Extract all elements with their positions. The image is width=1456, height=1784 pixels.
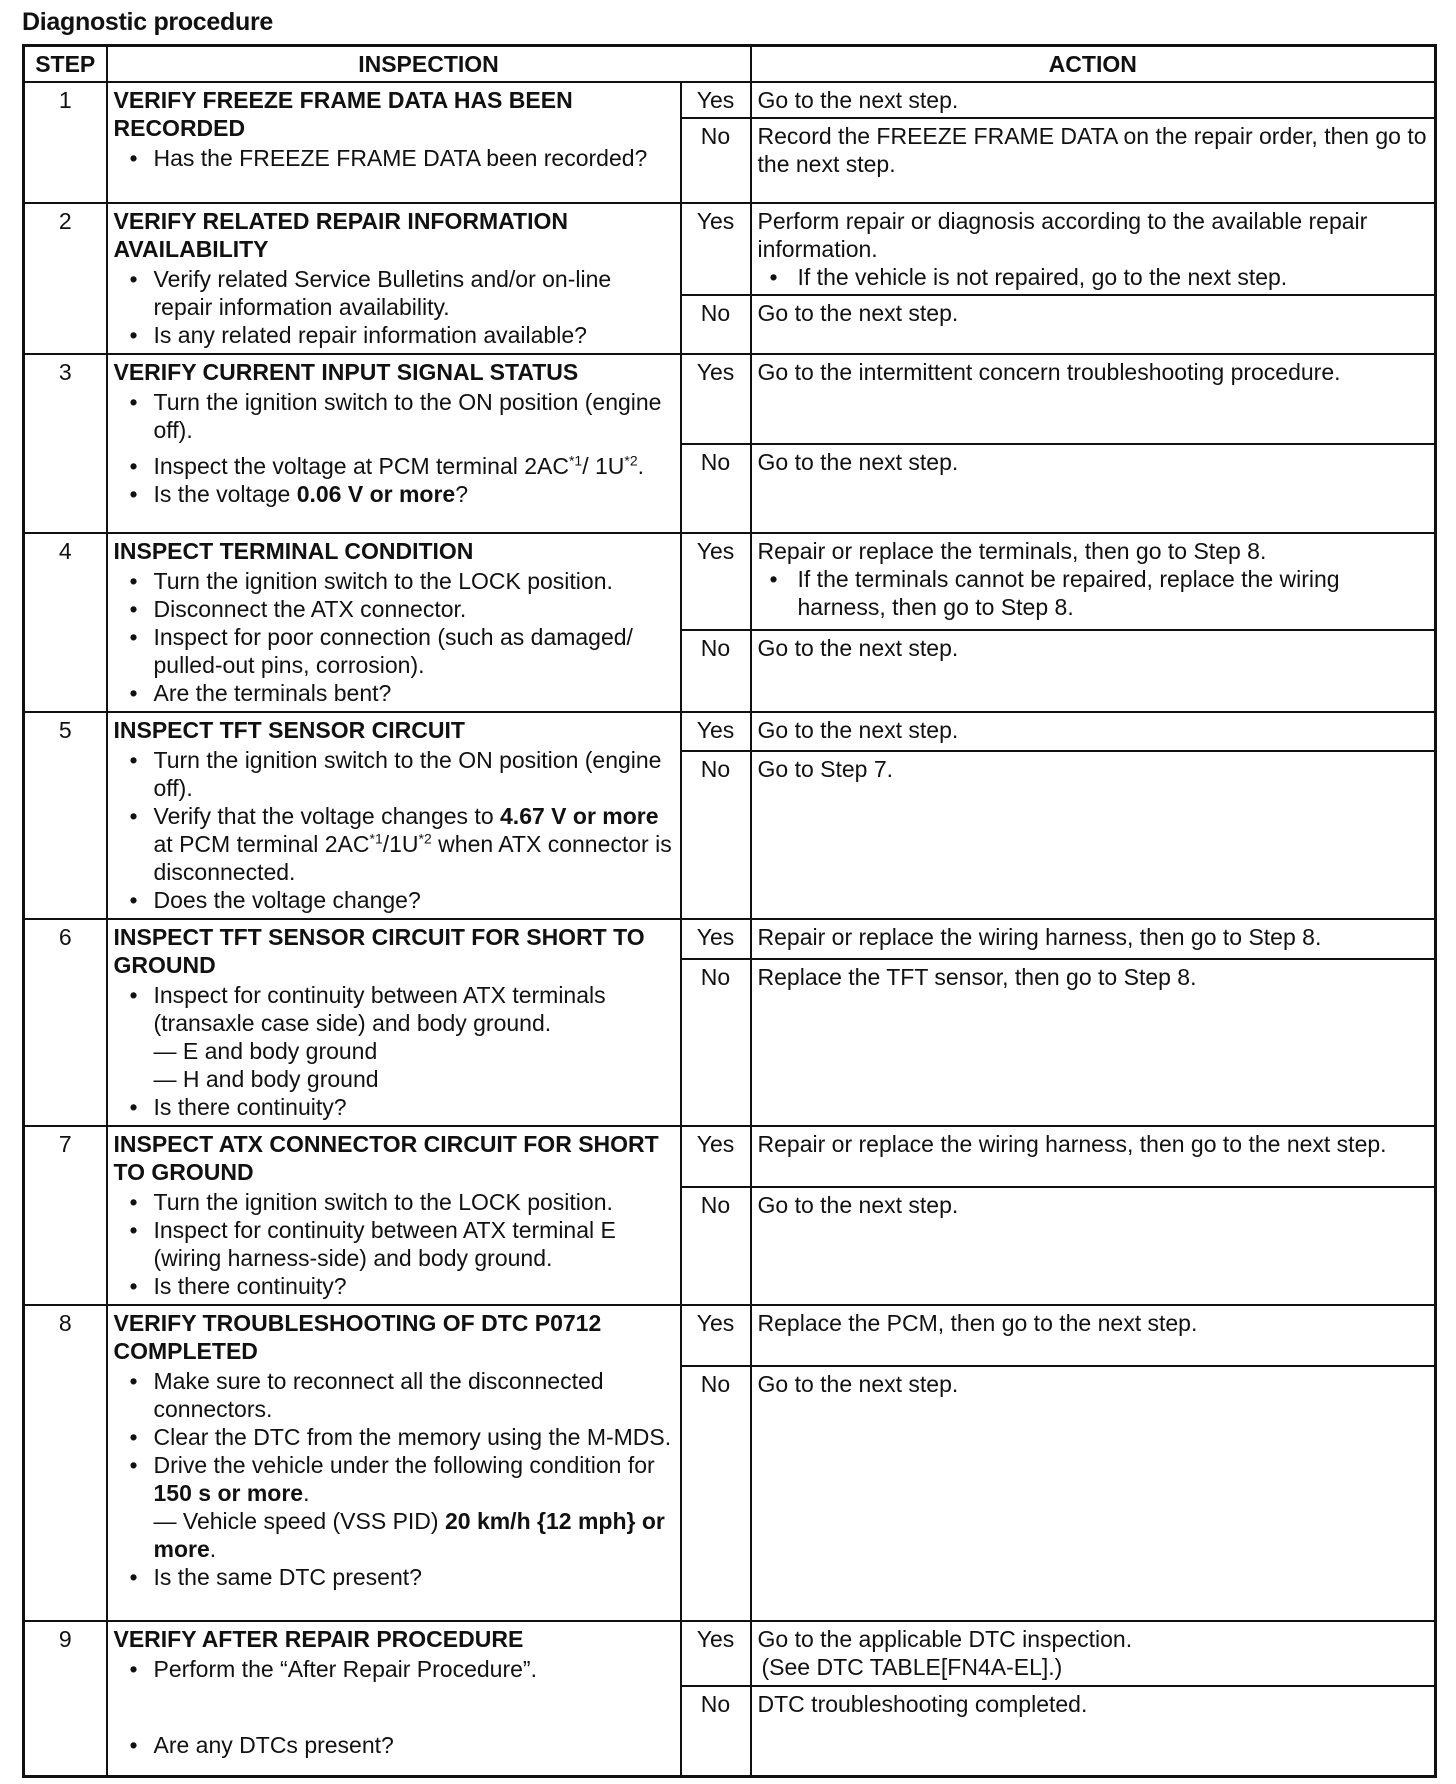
bullet-text: . (637, 452, 645, 479)
yes-action: Go to the next step. (751, 712, 1436, 751)
inspection-bullet: • Are the terminals bent? (114, 679, 674, 707)
yes-action: Go to the next step. (751, 82, 1436, 118)
yes-label: Yes (681, 354, 751, 445)
yes-action: Go to the intermittent concern troubleshooting procedure. (751, 354, 1436, 445)
step-1-yes-row (24, 82, 1436, 118)
inspection-bullet: • Disconnect the ATX connector. (114, 595, 674, 623)
inspection-bullet: • Turn the ignition switch to the ON position (engine off). (114, 388, 674, 444)
bullet-text: at PCM terminal 2AC (153, 830, 370, 857)
yes-action-text: Go to the applicable DTC inspection. (757, 1626, 1133, 1653)
step-heading: INSPECT TERMINAL CONDITION (113, 537, 474, 564)
yes-label: Yes (681, 82, 751, 118)
yes-action: Replace the PCM, then go to the next step. (751, 1305, 1436, 1365)
step-inspection (107, 82, 681, 203)
inspection-subitem: — E and body ground (153, 1038, 378, 1065)
inspection-bullet (114, 452, 674, 480)
inspection-bullet: • Are any DTCs present? (114, 1731, 674, 1759)
no-action: Go to the next step. (751, 295, 1436, 353)
inspection-bullet: • Is any related repair information available? (114, 321, 674, 349)
step-7-yes-row (24, 1126, 1436, 1186)
bullet-text: / 1U (582, 452, 625, 479)
step-heading: VERIFY CURRENT INPUT SIGNAL STATUS (113, 358, 579, 385)
step-number: 2 (24, 203, 107, 354)
bullet-emphasis: 20 km/h {12 mph} or more (153, 1508, 665, 1563)
yes-label: Yes (681, 1305, 751, 1365)
inspection-bullet (114, 981, 674, 1093)
no-label: No (681, 959, 751, 1126)
step-heading: INSPECT TFT SENSOR CIRCUIT FOR SHORT TO GROUND (113, 924, 645, 979)
inspection-subitem: — H and body ground (153, 1066, 379, 1093)
bullet-text: Verify that the voltage changes to (153, 802, 501, 829)
bullet-text: when ATX connector is disconnected. (153, 830, 672, 885)
step-heading: VERIFY TROUBLESHOOTING OF DTC P0712 COMPLETED (113, 1310, 602, 1365)
bullet-text: /1U (382, 830, 419, 857)
step-inspection (107, 1305, 681, 1621)
no-action: DTC troubleshooting completed. (751, 1686, 1436, 1777)
yes-label: Yes (681, 1621, 751, 1685)
footnote-mark: *1 (369, 830, 383, 847)
header-step: STEP (24, 46, 107, 83)
step-2-yes-row (24, 203, 1436, 296)
no-label: No (681, 1366, 751, 1622)
step-3-yes-row (24, 354, 1436, 445)
step-number: 8 (24, 1305, 107, 1621)
diagnostic-procedure-table (22, 44, 1437, 1778)
yes-action: Repair or replace the wiring harness, then go to Step 8. (751, 919, 1436, 959)
no-action: Record the FREEZE FRAME DATA on the repair order, then go to the next step. (751, 118, 1436, 203)
yes-action (751, 203, 1436, 296)
step-heading: VERIFY RELATED REPAIR INFORMATION AVAILABILITY (113, 207, 568, 262)
no-action: Go to the next step. (751, 444, 1436, 533)
inspection-bullet: • Inspect for continuity between ATX terminal E (wiring harness-side) and body ground. (114, 1216, 674, 1272)
step-inspection (107, 354, 681, 533)
yes-label: Yes (681, 1126, 751, 1186)
inspection-bullet (114, 802, 674, 886)
no-label: No (681, 751, 751, 919)
step-number: 4 (24, 533, 107, 712)
no-action: Go to the next step. (751, 630, 1436, 712)
step-inspection (107, 533, 681, 712)
step-inspection (107, 1126, 681, 1305)
inspection-bullet: • Turn the ignition switch to the ON position (engine off). (114, 746, 674, 802)
yes-label: Yes (681, 919, 751, 959)
header-row (24, 46, 1436, 83)
inspection-bullet (114, 480, 674, 508)
yes-action-reference: (See DTC TABLE[FN4A-EL].) (761, 1654, 1063, 1681)
bullet-emphasis: 4.67 V or more (500, 802, 659, 829)
step-heading: INSPECT TFT SENSOR CIRCUIT (113, 716, 465, 743)
no-action: Go to the next step. (751, 1187, 1436, 1306)
step-heading: VERIFY AFTER REPAIR PROCEDURE (113, 1626, 524, 1653)
step-inspection (107, 712, 681, 919)
step-heading: INSPECT ATX CONNECTOR CIRCUIT FOR SHORT TO GROUND (113, 1131, 659, 1186)
step-number: 1 (24, 82, 107, 203)
no-action: Go to the next step. (751, 1366, 1436, 1622)
inspection-bullet: • Has the FREEZE FRAME DATA been recorded? (114, 144, 674, 172)
no-label: No (681, 1187, 751, 1306)
step-8-yes-row (24, 1305, 1436, 1365)
inspection-bullet: • Make sure to reconnect all the disconnected connectors. (114, 1367, 674, 1423)
inspection-bullet: • Is there continuity? (114, 1093, 674, 1121)
bullet-text: — Vehicle speed (VSS PID) (153, 1508, 445, 1535)
no-label: No (681, 1686, 751, 1777)
yes-action (751, 1621, 1436, 1685)
step-heading: VERIFY FREEZE FRAME DATA HAS BEEN RECORDED (113, 87, 573, 141)
yes-action (751, 533, 1436, 630)
no-label: No (681, 630, 751, 712)
step-number: 9 (24, 1621, 107, 1776)
no-label: No (681, 444, 751, 533)
step-4-yes-row (24, 533, 1436, 630)
inspection-bullet: • Turn the ignition switch to the LOCK position. (114, 1188, 674, 1216)
bullet-text: ? (455, 480, 469, 507)
bullet-text: . (303, 1480, 310, 1507)
inspection-bullet: • Is the same DTC present? (114, 1563, 674, 1591)
step-inspection (107, 919, 681, 1126)
yes-action: Repair or replace the wiring harness, then go to the next step. (751, 1126, 1436, 1186)
bullet-text: Drive the vehicle under the following condition for (153, 1452, 655, 1479)
yes-label: Yes (681, 712, 751, 751)
no-label: No (681, 118, 751, 203)
yes-label: Yes (681, 533, 751, 630)
no-label: No (681, 295, 751, 353)
step-number: 6 (24, 919, 107, 1126)
yes-action-subbullet: • If the vehicle is not repaired, go to the next step. (758, 263, 1429, 291)
inspection-bullet: • Does the voltage change? (114, 886, 674, 914)
inspection-bullet: • Clear the DTC from the memory using the M-MDS. (114, 1423, 674, 1451)
no-action: Go to Step 7. (751, 751, 1436, 919)
inspection-bullet: • Inspect for poor connection (such as damaged/ pulled-out pins, corrosion). (114, 623, 674, 679)
inspection-bullet: • Verify related Service Bulletins and/or on-line repair information availability. (114, 265, 674, 321)
bullet-emphasis: 0.06 V or more (296, 480, 456, 507)
inspection-bullet: • Perform the “After Repair Procedure”. (114, 1655, 674, 1683)
step-inspection (107, 203, 681, 354)
footnote-mark: *2 (624, 452, 638, 468)
yes-label: Yes (681, 203, 751, 296)
header-inspection: INSPECTION (107, 46, 751, 83)
step-6-yes-row (24, 919, 1436, 959)
step-number: 7 (24, 1126, 107, 1305)
inspection-bullet (114, 1451, 674, 1563)
header-action: ACTION (751, 46, 1436, 83)
yes-action-text: Repair or replace the terminals, then go to Step 8. (757, 537, 1267, 564)
bullet-text: Inspect the voltage at PCM terminal 2AC (153, 452, 569, 479)
no-action: Replace the TFT sensor, then go to Step 8. (751, 959, 1436, 1126)
yes-action-subbullet: • If the terminals cannot be repaired, replace the wiring harness, then go to Step 8. (758, 565, 1429, 621)
inspection-subitem (154, 1507, 674, 1563)
footnote-mark: *2 (418, 830, 432, 847)
page-title: Diagnostic procedure (22, 8, 273, 36)
step-5-yes-row (24, 712, 1436, 751)
step-9-yes-row (24, 1621, 1436, 1685)
footnote-mark: *1 (568, 452, 583, 468)
bullet-text: . (209, 1536, 217, 1563)
inspection-bullet: • Is there continuity? (114, 1272, 674, 1300)
inspection-bullet: • Turn the ignition switch to the LOCK position. (114, 567, 674, 595)
step-number: 3 (24, 354, 107, 533)
bullet-text: Is the voltage (153, 480, 297, 507)
step-number: 5 (24, 712, 107, 919)
bullet-emphasis: 150 s or more (153, 1480, 304, 1507)
step-inspection (107, 1621, 681, 1776)
yes-action-text: Perform repair or diagnosis according to the available repair information. (757, 207, 1368, 262)
bullet-text: Inspect for continuity between ATX terminals (transaxle case side) and body ground. (153, 982, 606, 1037)
